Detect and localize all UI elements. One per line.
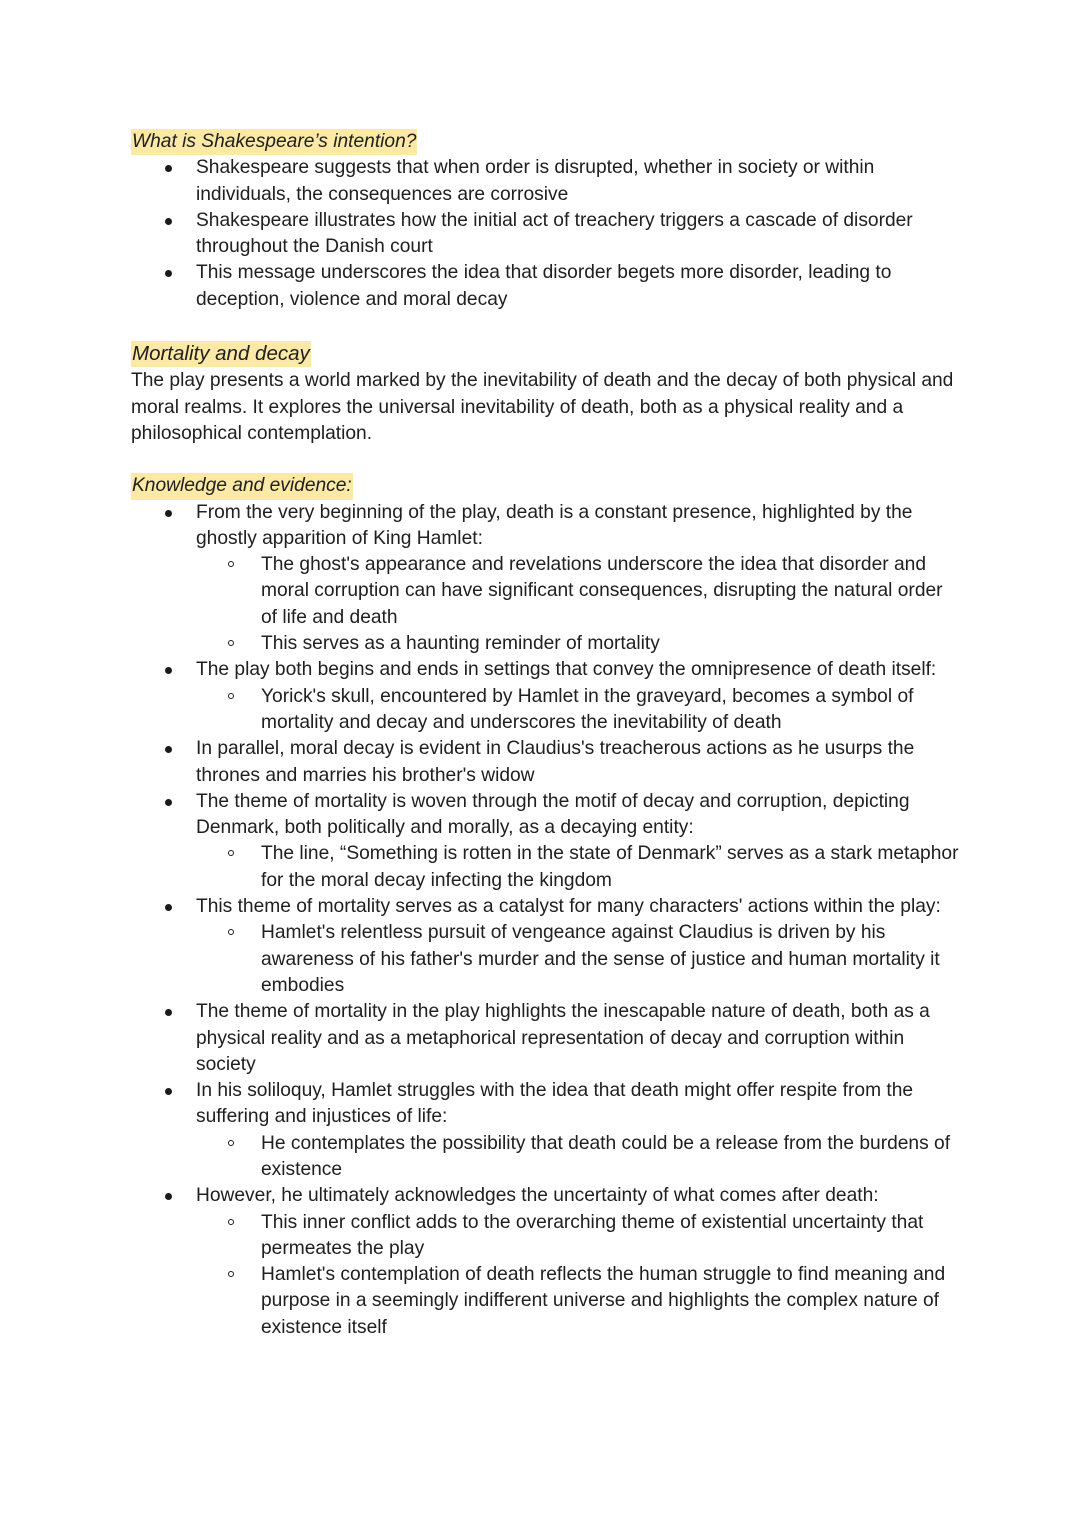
hollow-bullet-icon <box>228 1271 234 1277</box>
section-heading-intention: What is Shakespeare’s intention? <box>131 129 417 155</box>
section-heading-mortality: Mortality and decay <box>131 341 311 367</box>
bullet-icon <box>165 746 172 753</box>
list-item-text: However, he ultimately acknowledges the uncertainty of what comes after death: <box>196 1185 879 1207</box>
sub-list-item-text: Yorick's skull, encountered by Hamlet in the graveyard, becomes a symbol of mortality and decay and underscores the inevitability of death <box>261 685 914 733</box>
section-intention <box>131 129 961 313</box>
bullet-icon <box>165 1193 172 1200</box>
hollow-bullet-icon <box>228 1219 234 1225</box>
list-item <box>196 208 961 261</box>
list-item-text: Shakespeare suggests that when order is disrupted, whether in society or within individuals, the consequences are corrosive <box>196 157 875 205</box>
bullet-icon <box>165 218 172 225</box>
list-item-text: Shakespeare illustrates how the initial act of treachery triggers a cascade of disorder throughout the Danish court <box>196 209 913 258</box>
bullet-icon <box>165 667 172 674</box>
list-item <box>196 155 961 208</box>
list-item <box>196 894 961 999</box>
sub-list-item <box>261 684 961 737</box>
sub-list-item-text: Hamlet's relentless pursuit of vengeance against Claudius is driven by his awareness of his father's murder and the sense of justice and human mortality it embodies <box>261 922 940 996</box>
list-item-text: In his soliloquy, Hamlet struggles with the idea that death might offer respite from the suffering and injustices of life: <box>196 1080 914 1128</box>
sub-list <box>196 1131 961 1184</box>
document-page <box>131 129 961 1341</box>
list-item <box>196 736 961 789</box>
list-item-text: The theme of mortality in the play highlights the inescapable nature of death, both as a physical reality and as a metaphorical representation of decay and corruption within society <box>196 1001 930 1075</box>
sub-list-item <box>261 1262 961 1341</box>
sub-list-item <box>261 1210 961 1263</box>
list-item <box>196 999 961 1078</box>
bullet-icon <box>165 165 172 172</box>
hollow-bullet-icon <box>228 561 234 567</box>
hollow-bullet-icon <box>228 850 234 856</box>
hollow-bullet-icon <box>228 693 234 699</box>
mortality-paragraph: The play presents a world marked by the inevitability of death and the decay of both physical and moral realms. It explores the universal inevitability of death, both as a physical reality and a philosophical contemplation. <box>131 370 954 444</box>
list-item-text: The play both begins and ends in settings that convey the omnipresence of death itself: <box>196 659 937 681</box>
list-item-text: This theme of mortality serves as a catalyst for many characters' actions within the play: <box>196 896 941 918</box>
sub-list-item-text: The line, “Something is rotten in the state of Denmark” serves as a stark metaphor for the moral decay infecting the kingdom <box>261 843 959 891</box>
sub-list-item <box>261 841 961 894</box>
sub-list <box>196 841 961 894</box>
bullet-icon <box>165 510 172 517</box>
list-item-text: This message underscores the idea that disorder begets more disorder, leading to deception, violence and moral decay <box>196 262 892 310</box>
sub-list-item <box>261 920 961 999</box>
sub-list <box>196 552 961 657</box>
section-heading-knowledge: Knowledge and evidence: <box>131 473 353 499</box>
list-item <box>196 789 961 894</box>
section-mortality <box>131 341 961 447</box>
bullet-icon <box>165 1009 172 1016</box>
sub-list-item-text: He contemplates the possibility that death could be a release from the burdens of existence <box>261 1132 951 1180</box>
list-item <box>196 500 961 658</box>
sub-list <box>196 1210 961 1341</box>
sub-list <box>196 920 961 999</box>
list-item <box>196 260 961 313</box>
section-knowledge <box>131 473 961 1341</box>
list-item-text: The theme of mortality is woven through the motif of decay and corruption, depicting Denmark, both politically and morally, as a decaying entity: <box>196 790 910 839</box>
sub-list-item <box>261 1131 961 1184</box>
hollow-bullet-icon <box>228 1140 234 1146</box>
bullet-icon <box>165 904 172 911</box>
sub-list-item-text: Hamlet's contemplation of death reflects the human struggle to find meaning and purpose in a seemingly indifferent universe and highlights the complex nature of existence itself <box>261 1264 946 1338</box>
bullet-icon <box>165 1088 172 1095</box>
list-item-text: In parallel, moral decay is evident in Claudius's treacherous actions as he usurps the thrones and marries his brother's widow <box>196 738 915 786</box>
list-item <box>196 1078 961 1183</box>
sub-list-item-text: The ghost's appearance and revelations underscore the idea that disorder and moral corruption can have significant consequences, disrupting the natural order of life and death <box>261 554 943 628</box>
bullet-icon <box>165 799 172 806</box>
sub-list-item <box>261 552 961 631</box>
sub-list-item <box>261 631 961 657</box>
sub-list-item-text: This serves as a haunting reminder of mortality <box>261 633 660 655</box>
list-item-text: From the very beginning of the play, death is a constant presence, highlighted by the ghostly apparition of King Hamlet: <box>196 501 913 549</box>
sub-list-item-text: This inner conflict adds to the overarching theme of existential uncertainty that permeates the play <box>261 1211 924 1259</box>
sub-list <box>196 684 961 737</box>
bullet-icon <box>165 270 172 277</box>
hollow-bullet-icon <box>228 640 234 646</box>
knowledge-bullet-list <box>131 500 961 1342</box>
list-item <box>196 657 961 736</box>
hollow-bullet-icon <box>228 929 234 935</box>
intention-bullet-list <box>131 155 961 313</box>
list-item <box>196 1183 961 1341</box>
